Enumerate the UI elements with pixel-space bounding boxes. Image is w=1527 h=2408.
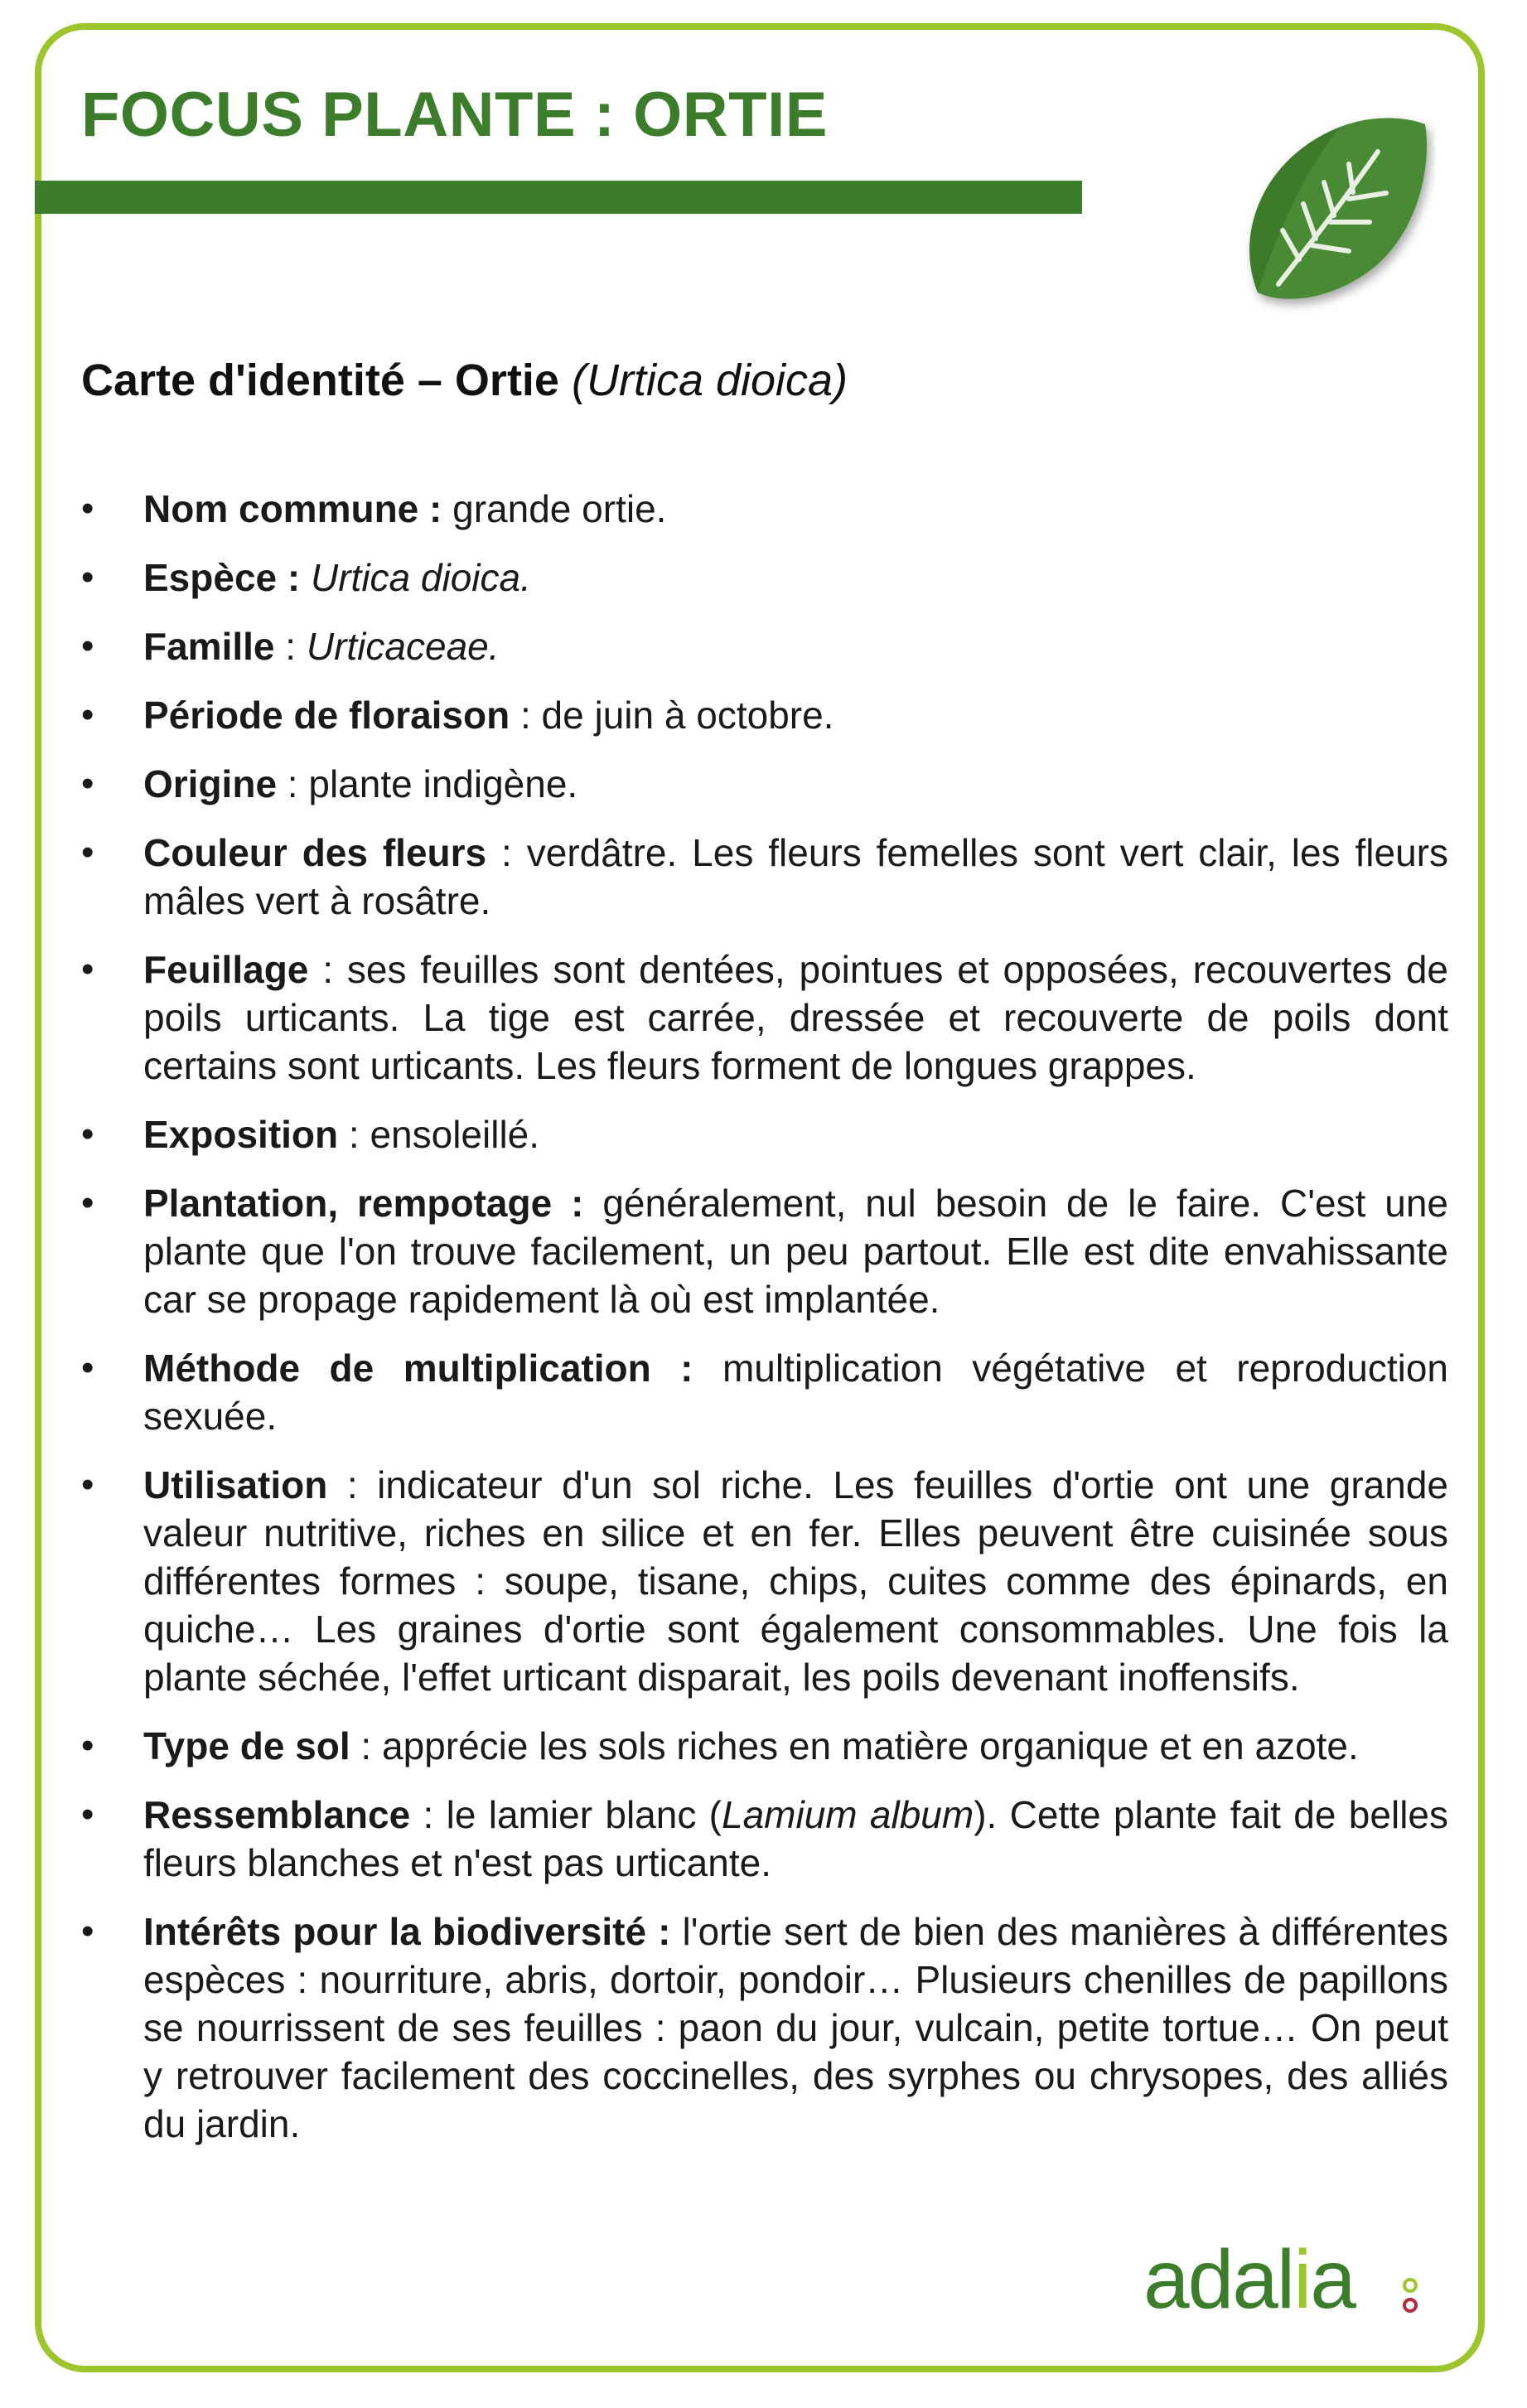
- item-text: :: [274, 625, 307, 668]
- item-text: : verdâtre. Les fleurs femelles sont vert clair, les fleurs mâles vert à rosâtre.: [143, 831, 1448, 922]
- list-item-multiplication: [81, 1344, 1448, 1440]
- item-text-italic: Lamium album: [721, 1793, 974, 1836]
- latin-name: (Urtica dioica): [571, 355, 848, 405]
- bullet: •: [81, 1911, 94, 1951]
- bullet: •: [81, 626, 94, 666]
- bullet: •: [81, 1725, 94, 1766]
- list-item-feuillage: [81, 945, 1448, 1090]
- item-text-italic: Urtica dioica.: [311, 556, 531, 599]
- bullet: •: [81, 1182, 94, 1223]
- list-item-ressemblance: [81, 1791, 1448, 1887]
- bullet: •: [81, 1114, 94, 1154]
- item-text: : indicateur d'un sol riche. Les feuilles d'ortie ont une grande valeur nutritive, riches en silice et en fer. Elles peuvent être cuisinée sous différentes formes : soupe, tisane, chips, cuites comme des épinards, en quiche… Les graines d'ortie sont également consommables. Une fois la plante séchée, l'effet urticant disparait, les poils devenant inoffensifs.: [143, 1463, 1448, 1699]
- list-item-utilisation: [81, 1461, 1448, 1701]
- item-text: grande ortie.: [442, 487, 667, 530]
- item-text-after: ). Cette plante fait de belles fleurs blanches et n'est pas urticante.: [143, 1793, 1448, 1884]
- bullet: •: [81, 488, 94, 529]
- page-title: FOCUS PLANTE : ORTIE: [81, 80, 828, 150]
- item-label: Type de sol: [143, 1724, 350, 1767]
- item-label: Exposition: [143, 1113, 339, 1156]
- item-label: Utilisation: [143, 1463, 328, 1506]
- list-item-type-de-sol: [81, 1722, 1448, 1770]
- title-underline-bar: [35, 181, 1082, 214]
- bullet: •: [81, 1347, 94, 1388]
- list-item-famille: [81, 622, 1448, 670]
- bullet: •: [81, 557, 94, 597]
- item-text: : ses feuilles sont dentées, pointues et opposées, recouvertes de poils urticants. La tige est carrée, dressée et recouverte de poils dont certains sont urticants. Les fleurs forment de longues grappes.: [143, 948, 1448, 1087]
- identity-card-heading: [81, 355, 848, 406]
- item-label: Ressemblance: [143, 1793, 411, 1836]
- plant-info-list-container: [81, 485, 1448, 2169]
- item-text: : le lamier blanc (: [410, 1793, 722, 1836]
- leaf-icon: [1233, 106, 1436, 313]
- item-label: Famille: [143, 625, 275, 668]
- item-text: : apprécie les sols riches en matière organique et en azote.: [350, 1724, 1359, 1767]
- list-item-plantation: [81, 1179, 1448, 1323]
- item-text: multiplication végétative et reproduction sexuée.: [143, 1347, 1448, 1438]
- item-text: : plante indigène.: [277, 762, 578, 805]
- plant-info-list: [81, 485, 1448, 2148]
- list-item-exposition: [81, 1110, 1448, 1158]
- bullet: •: [81, 763, 94, 804]
- item-label: Plantation, rempotage :: [143, 1182, 584, 1225]
- list-item-floraison: [81, 691, 1448, 739]
- item-text: généralement, nul besoin de le faire. C'est une plante que l'on trouve facilement, un peu partout. Elle est dite envahissante car se propage rapidement là où est implantée.: [143, 1182, 1449, 1321]
- bullet: •: [81, 832, 94, 873]
- identity-card-title: Carte d'identité – Ortie: [81, 355, 572, 405]
- list-item-espece: [81, 554, 1448, 602]
- item-label: Origine: [143, 762, 278, 805]
- item-label: Intérêts pour la biodiversité :: [143, 1910, 671, 1953]
- adalia-logo: [1143, 2229, 1425, 2328]
- item-label: Espèce :: [143, 556, 301, 599]
- item-text: : de juin à octobre.: [510, 694, 834, 737]
- list-item-origine: [81, 760, 1448, 808]
- item-label: Méthode de multiplication :: [143, 1347, 693, 1390]
- list-item-biodiversite: [81, 1908, 1448, 2148]
- bullet: •: [81, 949, 94, 989]
- adalia-logo-text: adalia: [1143, 2233, 1355, 2326]
- item-label: Nom commune :: [143, 487, 442, 530]
- item-label: Couleur des fleurs: [143, 831, 487, 874]
- bullet: •: [81, 1464, 94, 1505]
- list-item-nom-commune: [81, 485, 1448, 533]
- bullet: •: [81, 1794, 94, 1835]
- list-item-couleur-fleurs: [81, 829, 1448, 925]
- bullet: •: [81, 694, 94, 735]
- item-text: l'ortie sert de bien des manières à différentes espèces : nourriture, abris, dortoir, pondoir… Plusieurs chenilles de papillons se nourrissent de ses feuilles : paon du jour, vulcain, petite tortue… On peut y retrouver facilement des coccinelles, des syrphes ou chrysopes, des alliés du jardin.: [143, 1910, 1448, 2145]
- item-label: Feuillage: [143, 948, 309, 991]
- item-text: : ensoleillé.: [338, 1113, 540, 1156]
- item-text-italic: Urticaceae.: [306, 625, 500, 668]
- item-label: Période de floraison: [143, 694, 510, 737]
